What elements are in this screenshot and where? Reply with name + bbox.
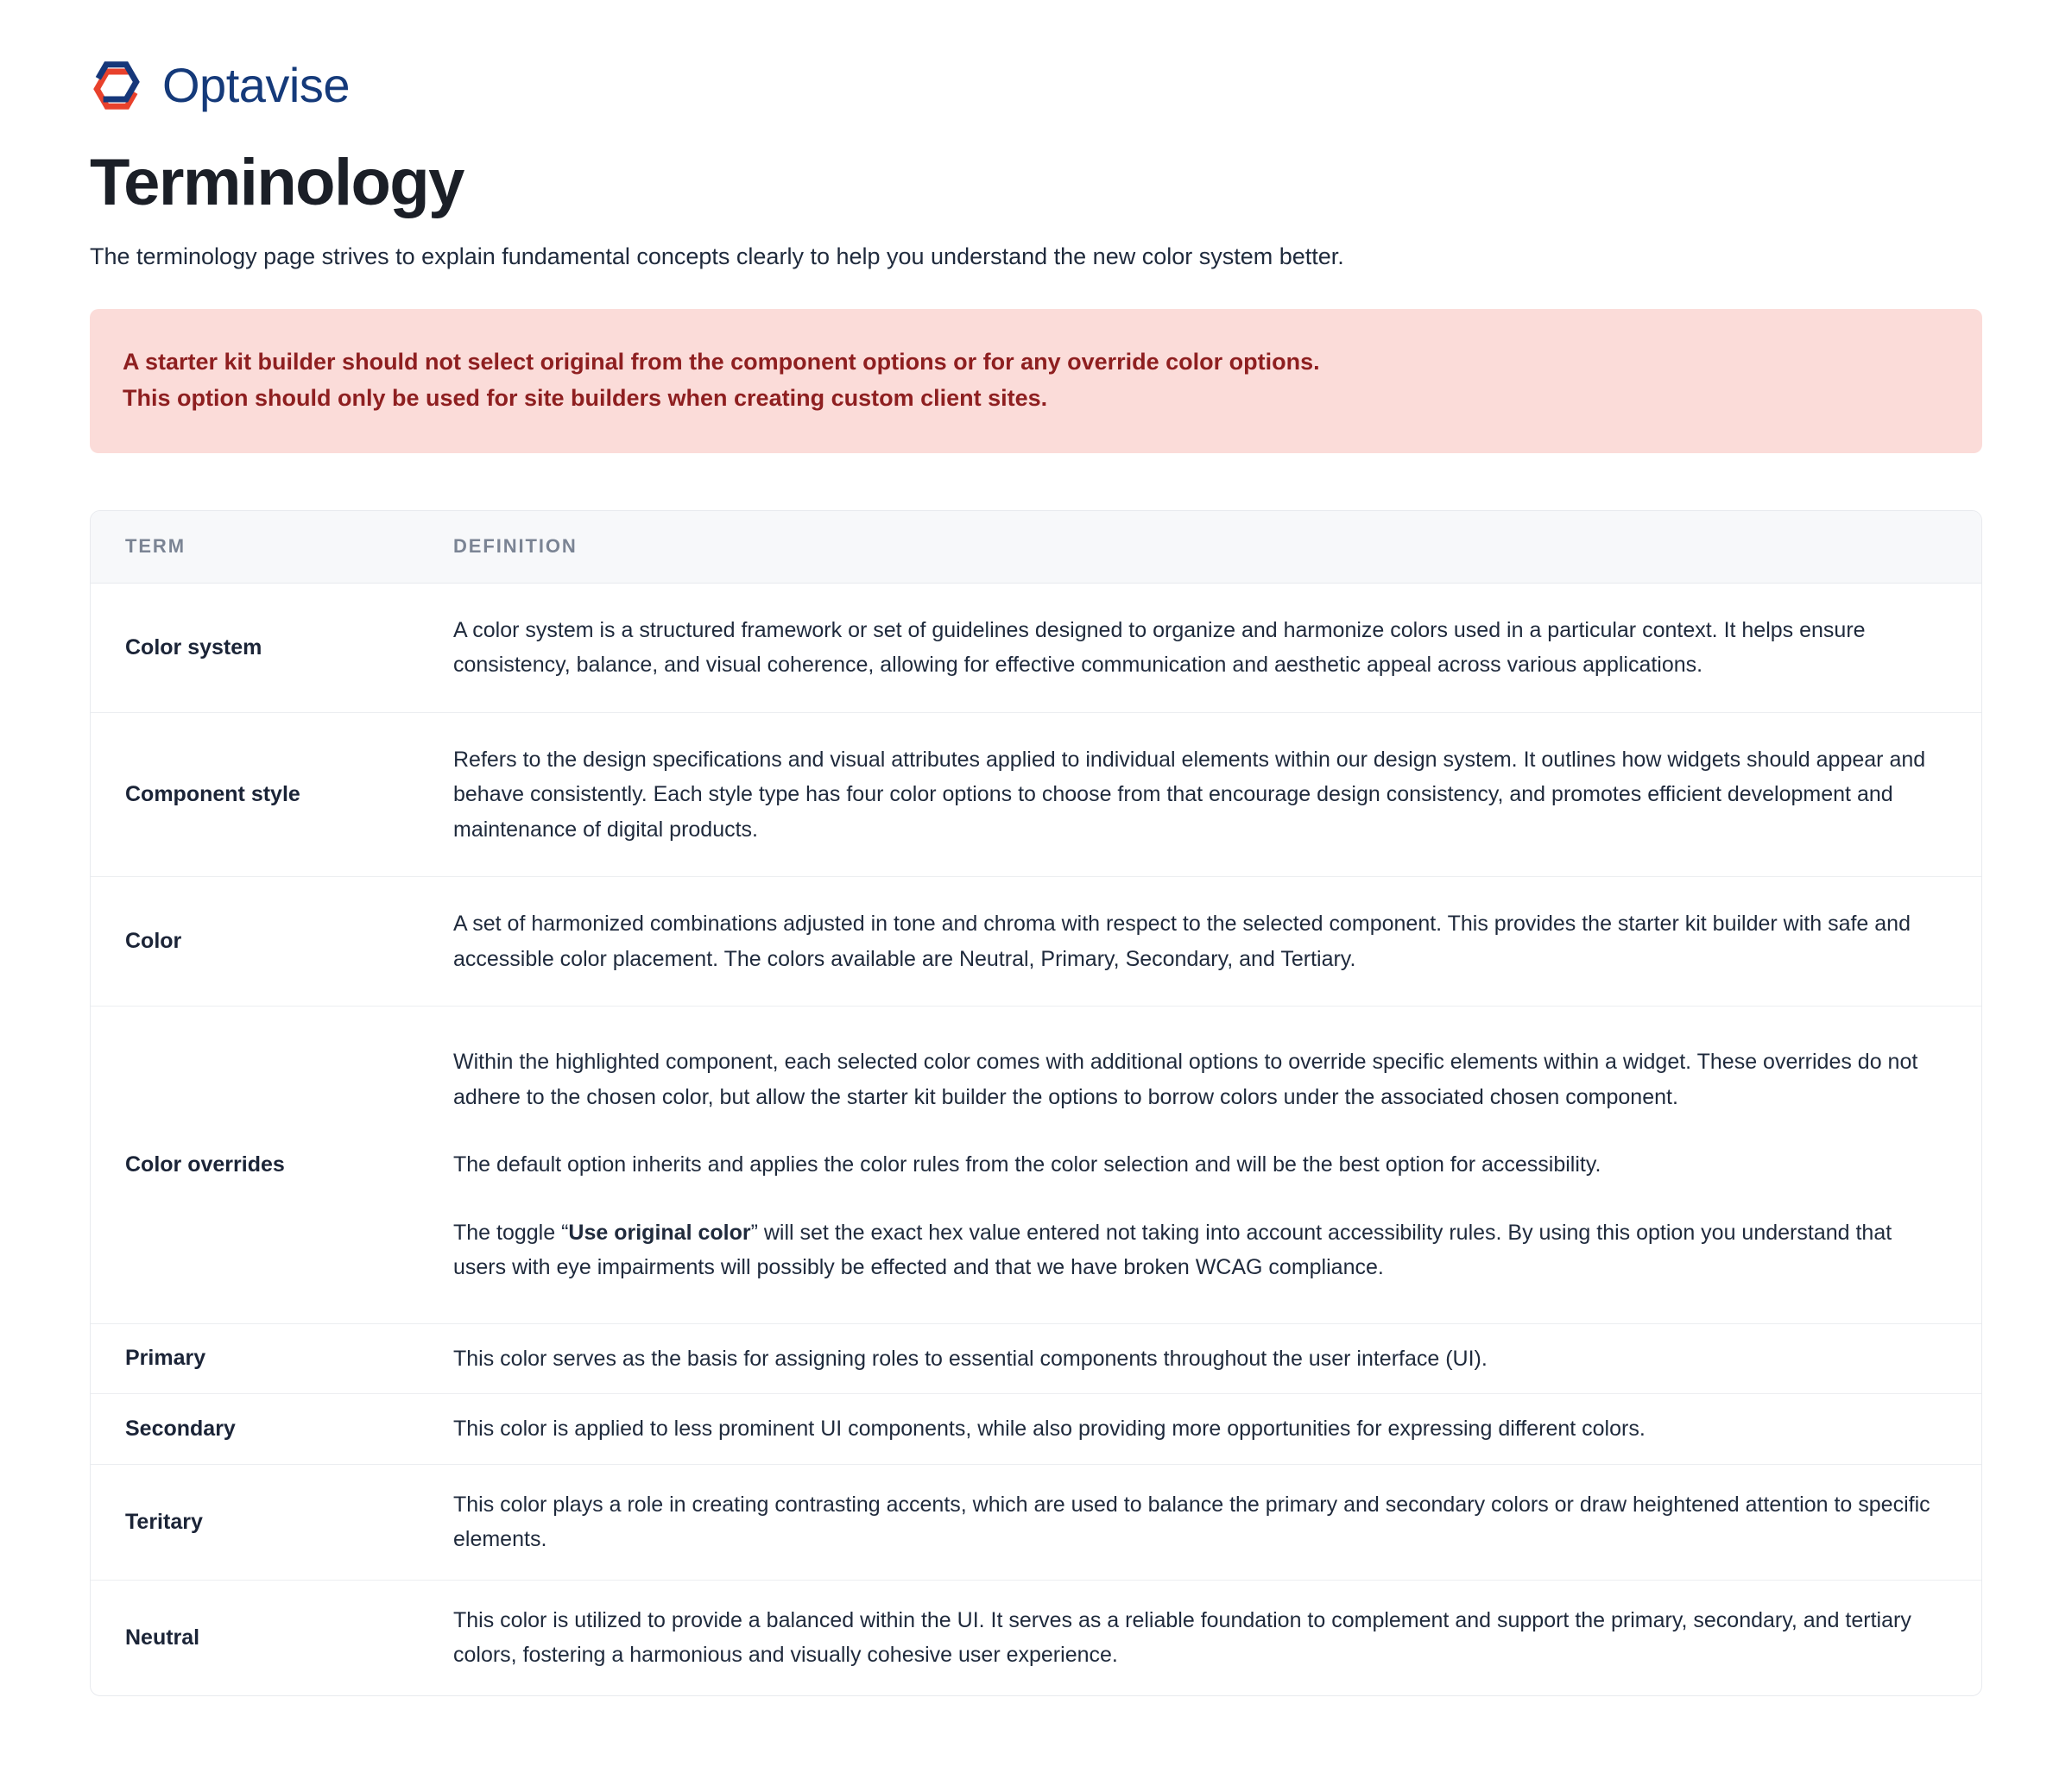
term-label: Neutral [125, 1625, 200, 1650]
table-row [91, 1394, 1981, 1465]
definition-text [453, 1603, 1981, 1673]
term-label: Color [125, 929, 182, 954]
warning-text-after: from the component options or for any override color options. [624, 349, 1320, 376]
table-row [91, 713, 1981, 878]
page-title: Terminology [90, 146, 464, 219]
definition-paragraph: This color plays a role in creating contrasting accents, which are used to balance the primary and secondary colors or draw heightened attention to specific elements. [453, 1492, 1930, 1552]
brand-logo[interactable] [90, 0, 1982, 112]
warning-banner-line-1 [123, 344, 1949, 380]
definition-paragraph: Within the highlighted component, each selected color comes with additional options to override specific elements within a widget. These overrides do not adhere to the chosen color, but allow the starter kit builder the options to borrow colors under the associated chosen component. [453, 1050, 1918, 1109]
term-label: Secondary [125, 1416, 236, 1441]
definition-text-after: ” will set the exact hex value entered not taking into account accessibility rules. By using this option you understand that users with eye impairments will possibly be effected and that we have broken WCAG compliance. [453, 1220, 1892, 1280]
page-subtitle: The terminology page strives to explain fundamental concepts clearly to help you understand the new color system better. [90, 243, 1344, 269]
column-header-definition: DEFINITION [453, 535, 578, 558]
term-label: Color overrides [125, 1152, 285, 1177]
definition-paragraph: A color system is a structured framework or set of guidelines designed to organize and harmonize colors used in a particular context. It helps ensure consistency, balance, and visual coherence, allowing for effective communication and aesthetic appeal across various applications. [453, 617, 1866, 678]
table-row [91, 584, 1981, 713]
term-label: Teritary [125, 1509, 203, 1534]
optavise-hexagon-logo-icon [90, 59, 143, 112]
definition-paragraph: Refers to the design specifications and visual attributes applied to individual elements within our design system. It outlines how widgets should appear and behave consistently. Each style type has four color options to choose from that encourage design consistency, and promotes efficient development and maintenance of digital products. [453, 747, 1926, 842]
table-row [91, 877, 1981, 1007]
definition-paragraph: This color is utilized to provide a balanced within the UI. It serves as a reliable foundation to complement and support the primary, secondary, and tertiary colors, fostering a harmonious and visually cohesive user experience. [453, 1607, 1911, 1668]
warning-banner-line-2: This option should only be used for site builders when creating custom client sites. [123, 385, 1048, 412]
definition-text [453, 1411, 1981, 1447]
term-label: Component style [125, 781, 300, 806]
definition-paragraph: A set of harmonized combinations adjusted in tone and chroma with respect to the selected component. This provides the starter kit builder with safe and accessible color placement. The colors available are Neutral, Primary, Secondary, and Tertiary. [453, 912, 1911, 971]
definition-text [453, 742, 1981, 848]
table-header-row [91, 511, 1981, 584]
column-header-term: TERM [125, 535, 186, 558]
definition-paragraph: This color is applied to less prominent UI components, while also providing more opportunities for expressing different colors. [453, 1417, 1646, 1442]
definition-text-before: The toggle “ [453, 1220, 569, 1245]
warning-banner [90, 309, 1982, 452]
table-row [91, 1324, 1981, 1395]
table-row [91, 1465, 1981, 1581]
term-label: Primary [125, 1346, 206, 1371]
term-label: Color system [125, 634, 262, 659]
terminology-table [90, 510, 1982, 1696]
definition-text [453, 1044, 1981, 1285]
definition-paragraph [453, 1215, 1942, 1285]
definition-paragraph: This color serves as the basis for assigning roles to essential components throughout the user interface (UI). [453, 1346, 1488, 1371]
definition-paragraph: The default option inherits and applies the color rules from the color selection and will be the best option for accessibility. [453, 1152, 1601, 1177]
warning-text-emphasis: original [540, 349, 625, 376]
definition-text [453, 1487, 1981, 1557]
definition-text [453, 906, 1981, 976]
table-row [91, 1007, 1981, 1324]
definition-text-emphasis: Use original color [568, 1220, 751, 1245]
definition-text [453, 613, 1981, 683]
warning-text-before: A starter kit builder should not select [123, 349, 540, 376]
brand-name: Optavise [162, 58, 350, 112]
table-row [91, 1581, 1981, 1695]
definition-text [453, 1341, 1981, 1377]
